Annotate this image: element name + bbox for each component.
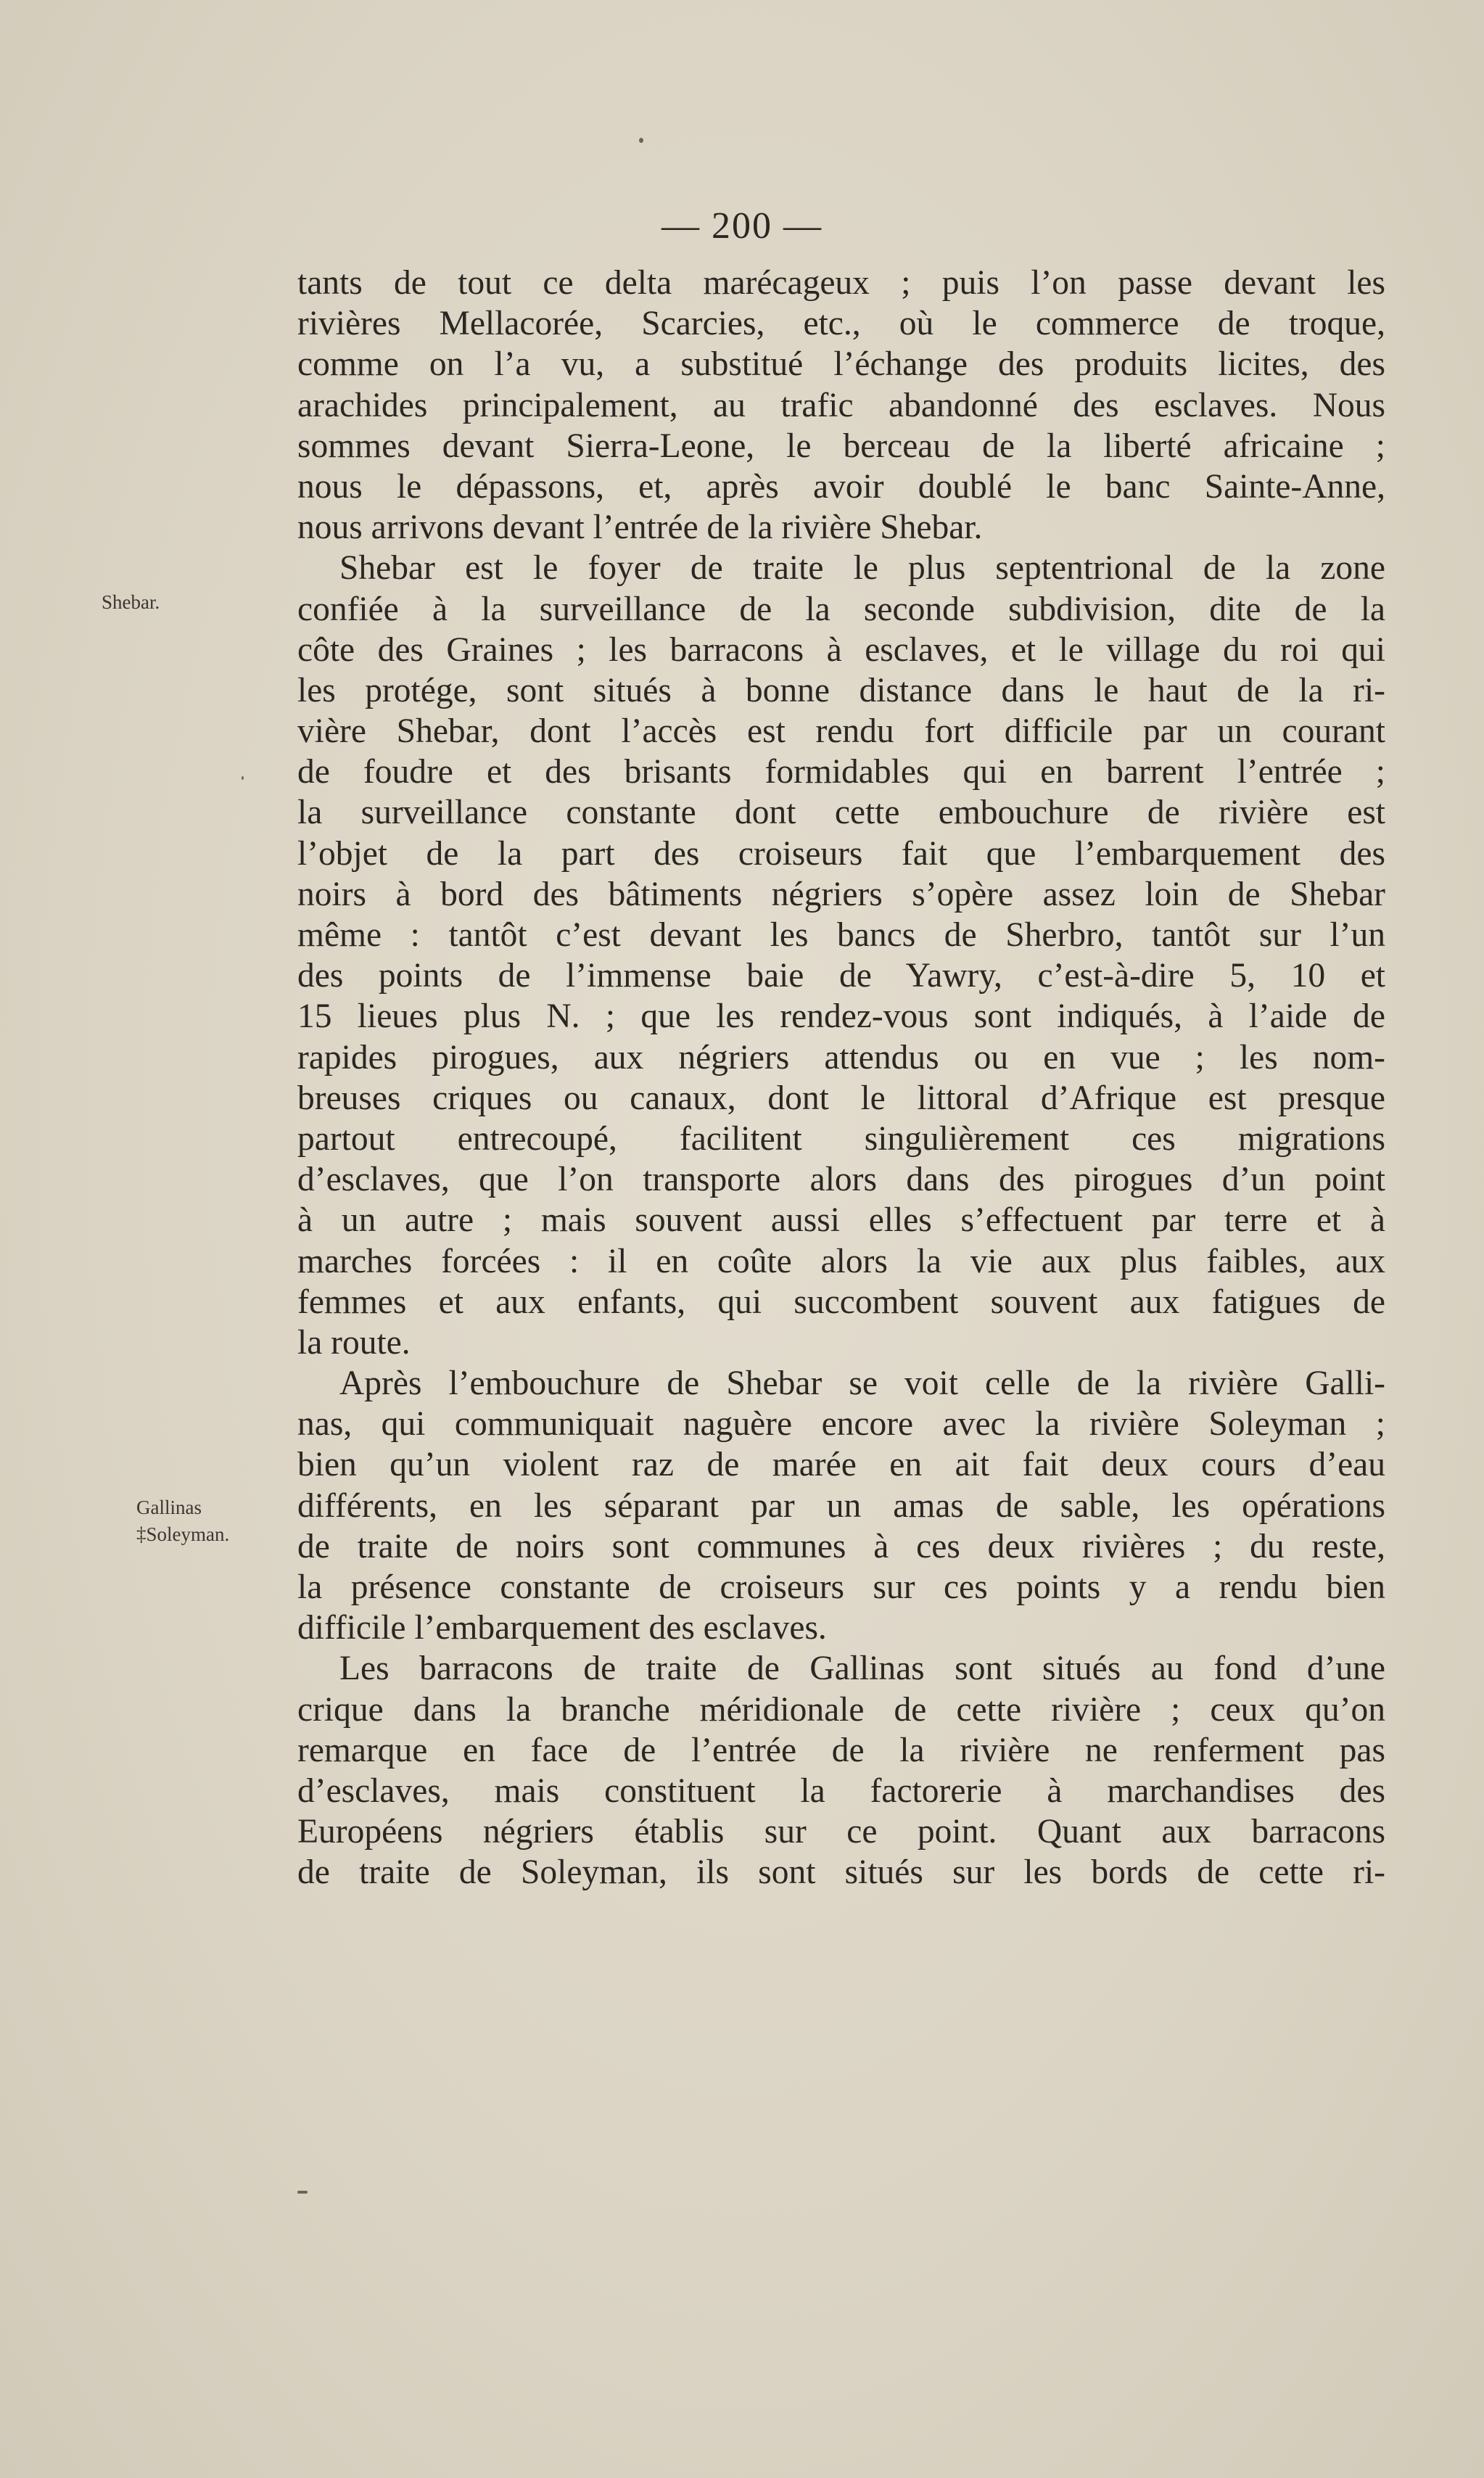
text-line: différents, en les séparant par un amas de sable, les opérations	[297, 1486, 1385, 1525]
text-line: sommes devant Sierra-Leone, le berceau de la liberté africaine ;	[297, 427, 1385, 465]
text-line: des points de l’immense baie de Yawry, c’est-à-dire 5, 10 et	[297, 957, 1385, 995]
text-line: d’esclaves, que l’on transporte alors dans des pirogues d’un point	[297, 1161, 1385, 1199]
text-line: arachides principalement, au trafic abandonné des esclaves. Nous	[297, 386, 1385, 424]
text-line: la présence constante de croiseurs sur ces points y a rendu bien	[297, 1568, 1385, 1606]
text-line: vière Shebar, dont l’accès est rendu fort difficile par un courant	[297, 712, 1385, 751]
text-line: les protége, sont situés à bonne distance dans le haut de la ri-	[297, 671, 1385, 709]
text-line: la route.	[297, 1323, 411, 1362]
text-line: Européens négriers établis sur ce point. Quant aux barracons	[297, 1813, 1385, 1851]
text-line: nous le dépassons, et, après avoir doublé le banc Sainte-Anne,	[297, 467, 1385, 506]
text-line: d’esclaves, mais constituent la factorerie à marchandises des	[297, 1771, 1385, 1810]
text-line: Les barracons de traite de Gallinas sont situés au fond d’une	[339, 1650, 1385, 1688]
text-line: de foudre et des brisants formidables qui en barrent l’entrée ;	[297, 753, 1385, 791]
text-line: de traite de Soleyman, ils sont situés sur les bords de cette ri-	[297, 1853, 1385, 1892]
text-line: même : tantôt c’est devant les bancs de Sherbro, tantôt sur l’un	[297, 916, 1385, 954]
margin-note-shebar: Shebar.	[102, 591, 160, 613]
text-line: breuses criques ou canaux, dont le littoral d’Afrique est presque	[297, 1079, 1385, 1117]
text-line: tants de tout ce delta marécageux ; puis l’on passe devant les	[297, 264, 1385, 302]
margin-note-soleyman: ‡Soleyman.	[136, 1523, 230, 1545]
page-number: — 200 —	[661, 205, 823, 247]
text-line: nous arrivons devant l’entrée de la rivière Shebar.	[297, 509, 983, 547]
text-line: l’objet de la part des croiseurs fait que l’embarquement des	[297, 834, 1385, 873]
text-line: rivières Mellacorée, Scarcies, etc., où le commerce de troque,	[297, 305, 1385, 343]
text-line: nas, qui communiquait naguère encore avec la rivière Soleyman ;	[297, 1405, 1385, 1444]
text-line: noirs à bord des bâtiments négriers s’opère assez loin de Shebar	[297, 875, 1385, 913]
ink-speck	[242, 776, 244, 780]
text-line: côte des Graines ; les barracons à esclaves, et le village du roi qui	[297, 630, 1385, 669]
text-line: à un autre ; mais souvent aussi elles s’effectuent par terre et à	[297, 1201, 1385, 1240]
margin-note-gallinas: Gallinas	[136, 1497, 202, 1518]
text-line: remarque en face de l’entrée de la rivière ne renferment pas	[297, 1731, 1385, 1769]
text-line: femmes et aux enfants, qui succombent souvent aux fatigues de	[297, 1283, 1385, 1321]
text-line: partout entrecoupé, facilitent singulièrement ces migrations	[297, 1119, 1385, 1158]
ink-speck	[639, 138, 643, 143]
text-line: de traite de noirs sont communes à ces deux rivières ; du reste,	[297, 1527, 1385, 1565]
text-line: la surveillance constante dont cette embouchure de rivière est	[297, 794, 1385, 832]
text-line: Shebar est le foyer de traite le plus septentrional de la zone	[339, 549, 1385, 588]
text-line: Après l’embouchure de Shebar se voit celle de la rivière Galli-	[339, 1364, 1385, 1403]
text-line: confiée à la surveillance de la seconde subdivision, dite de la	[297, 590, 1385, 628]
text-line: 15 lieues plus N. ; que les rendez-vous sont indiqués, à l’aide de	[297, 997, 1385, 1036]
text-line: marches forcées : il en coûte alors la vie aux plus faibles, aux	[297, 1242, 1385, 1280]
body-text	[297, 263, 1385, 1893]
ink-speck	[297, 2191, 308, 2194]
text-line: comme on l’a vu, a substitué l’échange des produits licites, des	[297, 345, 1385, 384]
text-line: difficile l’embarquement des esclaves.	[297, 1609, 827, 1647]
text-line: rapides pirogues, aux négriers attendus ou en vue ; les nom-	[297, 1038, 1385, 1077]
text-line: crique dans la branche méridionale de cette rivière ; ceux qu’on	[297, 1690, 1385, 1729]
text-line: bien qu’un violent raz de marée en ait fait deux cours d’eau	[297, 1446, 1385, 1484]
